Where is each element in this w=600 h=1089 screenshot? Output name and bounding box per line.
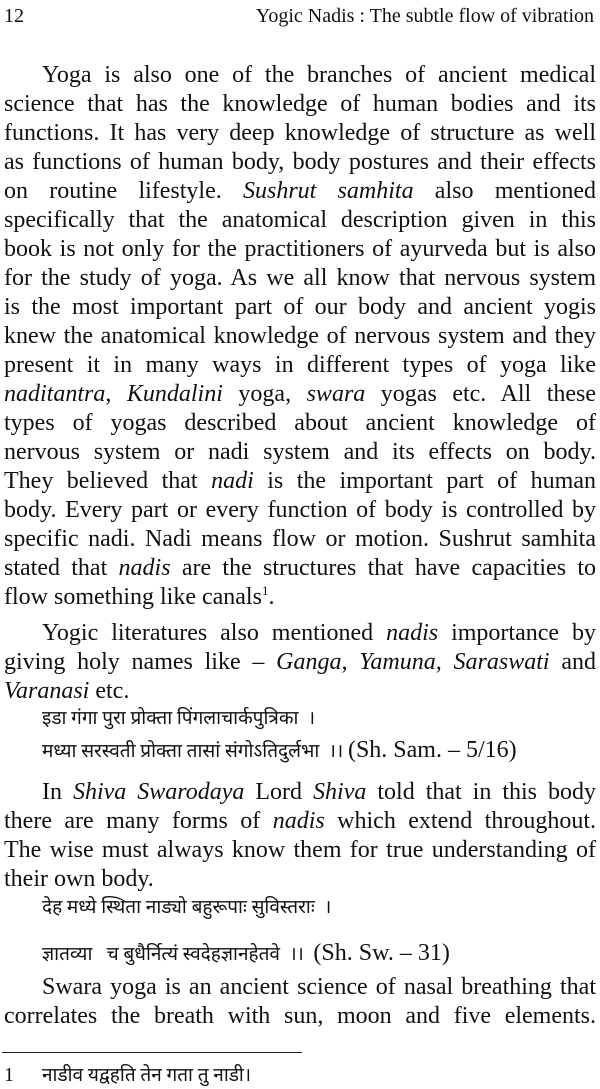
- text-line: [4, 467, 596, 496]
- verse-text: इडा गंगा पुरा प्रोक्ता पिंगलाचार्कपुत्रिका ।: [42, 708, 316, 729]
- text-run: on routine lifestyle.: [4, 178, 243, 204]
- text-run: told that in this body: [366, 779, 596, 805]
- italic-term: naditantra: [4, 381, 106, 407]
- text-run: Swara yoga is an ancient science of nasal breathing that: [42, 974, 596, 1000]
- text-run: science that has the knowledge of human bodies and its: [4, 91, 596, 117]
- text-run: .: [268, 584, 275, 610]
- text-run: flow something like canals: [4, 584, 262, 610]
- text-run: yogas etc. All these: [365, 381, 597, 407]
- text-run: functions. It has very deep knowledge of structure as well: [4, 120, 596, 146]
- text-run: which extend throughout.: [324, 808, 596, 834]
- footnote: [4, 1062, 251, 1089]
- text-line: [4, 380, 596, 409]
- text-run: there are many forms of: [4, 808, 273, 834]
- verse-line: [42, 893, 331, 922]
- italic-term: swara: [306, 381, 366, 407]
- text-line: [4, 807, 596, 836]
- text-line: [4, 119, 596, 148]
- italic-term: nadis: [386, 620, 439, 646]
- text-line: [4, 865, 596, 894]
- running-title: Yogic Nadis : The subtle flow of vibration: [255, 5, 594, 27]
- paragraph-shiva-swarodaya: [4, 778, 596, 894]
- text-run: and: [549, 649, 596, 675]
- verse-text: मध्या सरस्वती प्रोक्ता तासां संगोऽतिदुर्लभा ।।: [42, 741, 348, 762]
- text-run: stated that: [4, 555, 119, 581]
- text-run: present it in many ways in different types of yoga like: [4, 352, 596, 378]
- text-line: [4, 148, 596, 177]
- text-line: [4, 438, 596, 467]
- text-run: etc.: [89, 678, 130, 704]
- paragraph-swara-yoga: [4, 973, 596, 1031]
- text-run: ,: [105, 381, 127, 407]
- text-run: In: [42, 779, 73, 805]
- text-line: [4, 206, 596, 235]
- text-line: [4, 648, 596, 677]
- text-run: knew the anatomical knowledge of nervous system and they: [4, 323, 596, 349]
- verse-text: ज्ञातव्या च बुधैर्नित्यं स्वदेहज्ञानहेतवे ।।: [42, 944, 314, 965]
- text-line: [4, 322, 596, 351]
- text-run: specifically that the anatomical description given in this: [4, 207, 596, 233]
- text-line: [4, 554, 596, 583]
- verse-text: देह मध्ये स्थिता नाड्यो बहुरूपाः सुविस्तराः ।: [42, 897, 332, 918]
- italic-term: Kundalini: [126, 381, 223, 407]
- paragraph-yogic-literatures: [4, 619, 596, 706]
- italic-term: Shiva Swarodaya: [72, 779, 245, 805]
- text-run: are the structures that have capacities to: [170, 555, 596, 581]
- footnote-marker: 1: [261, 583, 269, 598]
- text-line: [4, 836, 596, 865]
- italic-term: nadis: [272, 808, 325, 834]
- text-line: [4, 409, 596, 438]
- footnote-number: 1: [4, 1064, 14, 1086]
- text-line: [4, 177, 596, 206]
- footnote-divider: [2, 1052, 302, 1053]
- text-line: [4, 351, 596, 380]
- text-run: for the study of yoga. As we all know that nervous system: [4, 265, 596, 291]
- running-header: [4, 2, 594, 30]
- verse-line: [42, 704, 315, 733]
- italic-term: Shiva: [313, 779, 367, 805]
- text-run: as functions of human body, body postures and their effects: [4, 149, 596, 175]
- text-line: [4, 293, 596, 322]
- footnote-text: नाडीव यद्वहति तेन गता तु नाडी।: [42, 1065, 252, 1086]
- text-run: is the most important part of our body and ancient yogis: [4, 294, 596, 320]
- page-number: 12: [4, 5, 24, 27]
- italic-term: Ganga, Yamuna, Saraswati: [276, 649, 550, 675]
- text-run: is the important part of human: [253, 468, 596, 494]
- text-line: [4, 235, 596, 264]
- text-line: [4, 677, 596, 706]
- text-line: [4, 264, 596, 293]
- italic-term: Varanasi: [4, 678, 90, 704]
- text-run: Yogic literatures also mentioned: [42, 620, 387, 646]
- text-run: correlates the breath with sun, moon and five elements.: [4, 1003, 596, 1029]
- text-run: Lord: [244, 779, 314, 805]
- text-run: They believed that: [4, 468, 212, 494]
- text-run: their own body.: [4, 866, 154, 892]
- text-run: specific nadi. Nadi means flow or motion. Sushrut samhita: [4, 526, 596, 552]
- text-run: yoga,: [222, 381, 307, 407]
- text-run: giving holy names like –: [4, 649, 277, 675]
- text-run: also mentioned: [413, 178, 597, 204]
- text-line: [4, 973, 596, 1002]
- text-line: [4, 61, 596, 90]
- text-line: [4, 1002, 596, 1031]
- verse-reference: (Sh. Sam. – 5/16): [347, 737, 517, 763]
- text-run: Yoga is also one of the branches of ancient medical: [42, 62, 596, 88]
- italic-term: Sushrut samhita: [242, 178, 414, 204]
- italic-term: nadi: [211, 468, 254, 494]
- text-line: [4, 525, 596, 554]
- text-run: types of yogas described about ancient knowledge of: [4, 410, 596, 436]
- text-line: [4, 496, 596, 525]
- text-run: book is not only for the practitioners of ayurveda but is also: [4, 236, 596, 262]
- text-run: The wise must always know them for true understanding of: [4, 837, 596, 863]
- paragraph-yoga-medical-science: [4, 61, 596, 612]
- italic-term: nadis: [118, 555, 171, 581]
- text-run: importance by: [438, 620, 596, 646]
- text-line: [4, 90, 596, 119]
- text-run: nervous system or nadi system and its effects on body.: [4, 439, 596, 465]
- text-line: [4, 583, 596, 612]
- text-run: body. Every part or every function of body is controlled by: [4, 497, 596, 523]
- text-line: [4, 778, 596, 807]
- text-line: [4, 619, 596, 648]
- verse-reference: (Sh. Sw. – 31): [313, 940, 450, 966]
- verse-line: [42, 939, 450, 969]
- verse-line: [42, 736, 517, 766]
